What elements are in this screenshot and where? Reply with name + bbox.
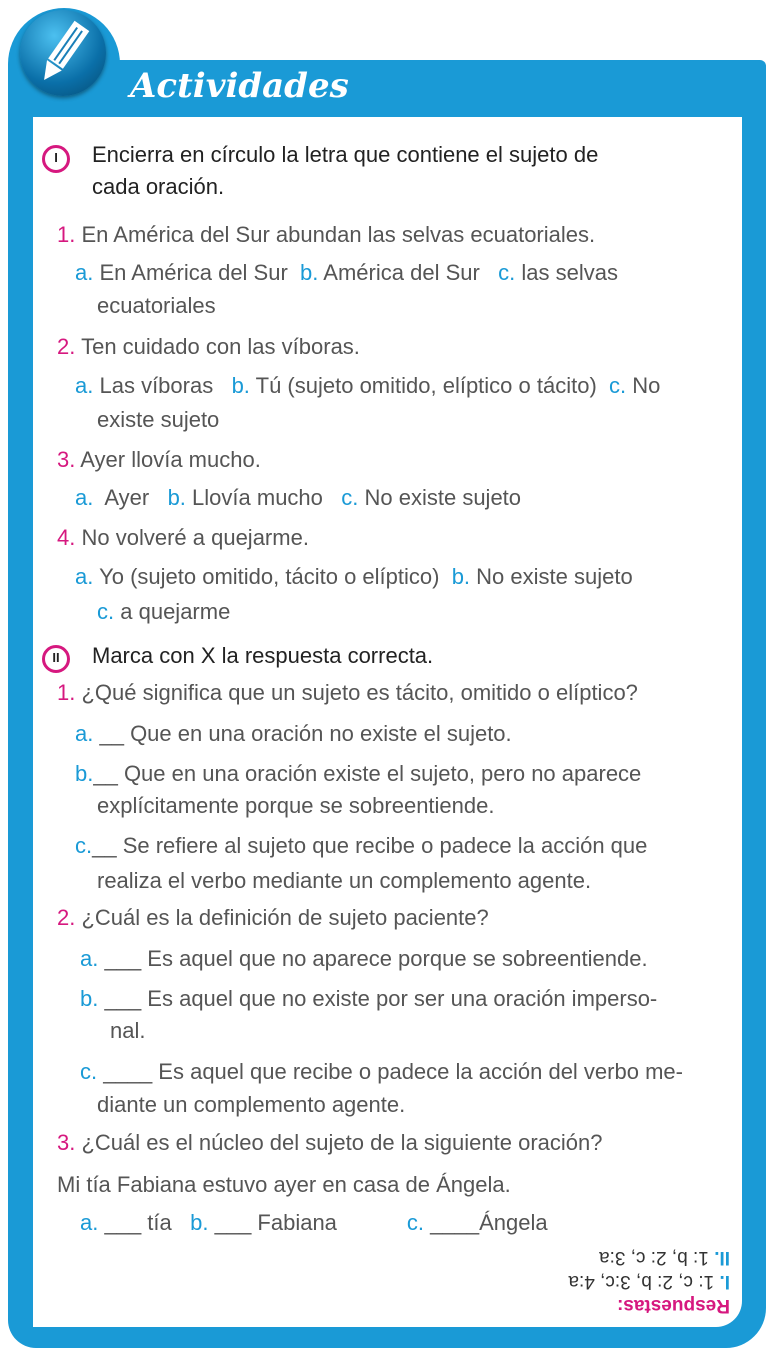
section-badge-1: I [42, 145, 70, 173]
pencil-icon [20, 10, 106, 96]
option-a: a. __ Que en una oración no existe el sujeto. [75, 721, 512, 746]
option-c: c. ____ Es aquel que recibe o padece la acción del verbo me- [80, 1059, 683, 1084]
question: 2. ¿Cuál es la definición de sujeto paciente? [57, 905, 489, 930]
question: 2. Ten cuidado con las víboras. [57, 334, 360, 359]
option-cont: nal. [110, 1018, 146, 1043]
question: 3. ¿Cuál es el núcleo del sujeto de la siguiente oración? [57, 1130, 603, 1155]
option-b: b.__ Que en una oración existe el sujeto, pero no aparece [75, 761, 642, 786]
example-sentence: Mi tía Fabiana estuvo ayer en casa de Ángela. [57, 1172, 511, 1197]
options: a. ___ tía b. ___ Fabiana c. ____Ángela [80, 1210, 548, 1235]
page-title: Actividades [130, 66, 349, 106]
instruction-2: Marca con X la respuesta correcta. [92, 643, 434, 668]
question: 3. Ayer llovía mucho. [57, 447, 261, 472]
option-cont: ecuatoriales [97, 293, 216, 318]
option-cont: diante un complemento agente. [97, 1092, 406, 1117]
option-cont: realiza el verbo mediante un complemento agente. [97, 868, 592, 893]
question: 1. En América del Sur abundan las selvas ecuatoriales. [57, 222, 596, 247]
option-cont: explícitamente porque se sobreentiende. [97, 793, 495, 818]
option-a: a. ___ Es aquel que no aparece porque se sobreentiende. [80, 946, 648, 971]
question: 1. ¿Qué significa que un sujeto es tácito, omitido o elíptico? [57, 680, 638, 705]
options: c. a quejarme [97, 599, 231, 624]
section-badge-2: II [42, 645, 70, 673]
option-cont: existe sujeto [97, 407, 220, 432]
question: 4. No volveré a quejarme. [57, 525, 309, 550]
option-b: b. ___ Es aquel que no existe por ser una oración imperso- [80, 986, 658, 1011]
options: a. Ayer b. Llovía mucho c. No existe sujeto [75, 485, 522, 510]
options: a. Las víboras b. Tú (sujeto omitido, elíptico o tácito) c. No [75, 373, 661, 398]
instruction-1-cont: cada oración. [92, 174, 225, 199]
answers-upside-down: Respuestas: I. 1: c, 2: b, 3:c, 4:a II. 1: b, 2: c, 3:a [568, 1247, 730, 1316]
option-c: c.__ Se refiere al sujeto que recibe o padece la acción que [75, 833, 648, 858]
options: a. Yo (sujeto omitido, tácito o elíptico) b. No existe sujeto [75, 564, 633, 589]
instruction-1: Encierra en círculo la letra que contiene el sujeto de [92, 142, 599, 167]
options: a. En América del Sur b. América del Sur c. las selvas [75, 260, 618, 285]
